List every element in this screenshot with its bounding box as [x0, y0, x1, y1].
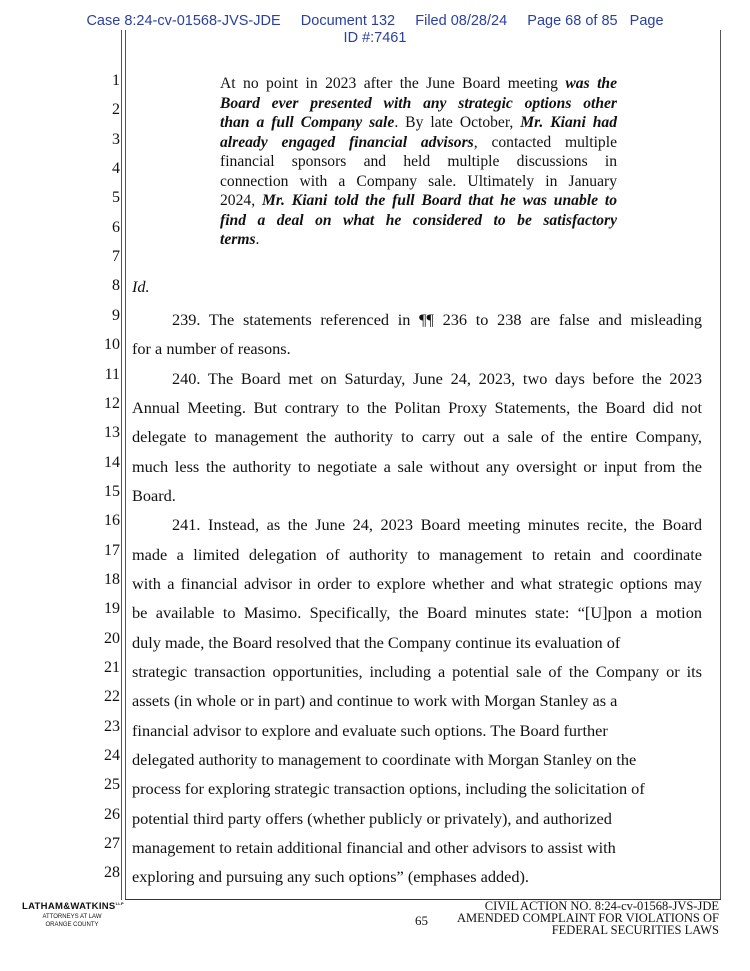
line-number: 2	[112, 101, 120, 119]
line-number: 1	[112, 72, 120, 89]
quote-line	[220, 153, 617, 171]
body-line: be available to Masimo. Specifically, the Board minutes state: “[U]pon a motion	[132, 603, 702, 623]
emphasis-text: find a deal on what he considered to be satisfactory	[220, 211, 617, 229]
line-number: 18	[104, 570, 120, 588]
body-line: made a limited delegation of authority to management to retain and coordinate	[132, 544, 702, 564]
body-line: management to retain additional financial and other advisors to assist with	[132, 838, 616, 858]
quote-text: financial sponsors and held multiple discussions in	[220, 153, 617, 170]
line-number: 8	[112, 277, 120, 295]
emphasis-text: Mr. Kiani had	[520, 114, 618, 131]
quote-text: , contacted multiple	[473, 133, 617, 151]
line-number: 10	[104, 336, 120, 354]
line-number: 14	[104, 453, 120, 471]
quote-text: connection with a Company sale. Ultimately in January	[220, 172, 617, 190]
body-line: 240. The Board met on Saturday, June 24, 2023, two days before the 2023	[172, 368, 702, 388]
line-number: 24	[104, 747, 120, 765]
quote-line	[220, 95, 617, 113]
emphasis-text: was the	[565, 75, 618, 92]
line-number: 5	[112, 189, 120, 207]
body-line: 239. The statements referenced in ¶¶ 236 to 238 are false and misleading	[172, 309, 702, 329]
line-number: 13	[104, 424, 120, 442]
line-number: 15	[104, 482, 120, 500]
quote-line	[220, 212, 617, 230]
line-number: 20	[104, 629, 120, 647]
firm-sub2: ORANGE COUNTY	[45, 922, 99, 929]
caption-line3: FEDERAL SECURITIES LAWS	[551, 923, 719, 937]
left-margin-rule-inner	[125, 30, 126, 900]
body-line: Annual Meeting. But contrary to the Politan Proxy Statements, the Board did not	[132, 397, 702, 417]
line-number: 3	[112, 130, 120, 148]
emphasis-text: Board ever presented with any strategic options other	[220, 94, 617, 112]
emphasis-text: Mr. Kiani told the full Board that he was unable to	[261, 192, 617, 209]
quote-line	[220, 114, 617, 132]
quote-line	[220, 231, 617, 249]
line-number: 4	[112, 160, 120, 178]
caption-line1: CIVIL ACTION NO. 8:24-cv-01568-JVS-JDE	[484, 899, 719, 913]
quote-line	[220, 173, 617, 191]
caption	[457, 900, 719, 936]
quote-line	[220, 192, 617, 210]
emphasis-text: terms	[220, 231, 256, 248]
line-number: 11	[104, 365, 120, 383]
firm-suffix: LLP	[115, 901, 125, 906]
body-line: process for exploring strategic transaction options, including the solicitation of	[132, 779, 645, 799]
citation-id: Id.	[132, 277, 150, 296]
case-header-line2: ID #:7461	[343, 30, 407, 46]
quote-text: . By late October,	[394, 114, 521, 131]
body-line: delegate to management the authority to carry out a sale of the entire Company,	[132, 427, 702, 447]
body-line: duly made, the Board resolved that the Company continue its evaluation of	[132, 632, 621, 652]
body-line: delegated authority to management to coordinate with Morgan Stanley on the	[132, 750, 637, 770]
emphasis-text: already engaged financial advisors	[220, 133, 474, 151]
line-number: 7	[112, 248, 120, 266]
line-number: 16	[104, 512, 120, 530]
body-line: Board.	[132, 485, 176, 505]
body-line: potential third party offers (whether publicly or privately), and authorized	[132, 808, 612, 828]
line-number: 6	[112, 218, 120, 236]
firm-name: LATHAM&WATKINS	[22, 901, 116, 913]
body-line: assets (in whole or in part) and continue to work with Morgan Stanley as a	[132, 691, 618, 711]
line-number: 19	[104, 600, 120, 618]
left-margin-rule	[121, 30, 122, 900]
body-line: with a financial advisor in order to explore whether and what strategic options may	[132, 573, 702, 593]
line-number: 26	[104, 805, 120, 823]
line-number: 23	[104, 717, 120, 735]
firm-sub1: ATTORNEYS AT LAW	[42, 914, 102, 921]
line-number: 22	[104, 688, 120, 706]
quote-text: .	[255, 231, 260, 248]
body-line: strategic transaction opportunities, including a potential sale of the Company or its	[132, 662, 702, 681]
line-number: 25	[104, 776, 120, 794]
line-number: 9	[112, 306, 120, 324]
quote-line	[220, 134, 617, 152]
case-header-line1: Case 8:24-cv-01568-JVS-JDE Document 132 Filed 08/28/24 Page 68 of 85 Page	[86, 13, 664, 29]
body-line: for a number of reasons.	[132, 339, 291, 359]
line-number: 28	[104, 864, 120, 882]
line-number: 21	[104, 659, 120, 676]
caption-line2: AMENDED COMPLAINT FOR VIOLATIONS OF	[456, 911, 719, 925]
emphasis-text: than a full Company sale	[220, 114, 395, 131]
page-number: 65	[415, 913, 428, 928]
right-margin-rule	[720, 30, 721, 900]
line-number: 12	[104, 394, 120, 412]
body-line: financial advisor to explore and evaluate such options. The Board further	[132, 720, 608, 740]
line-number: 17	[104, 541, 120, 559]
body-line: much less the authority to negotiate a sale without any oversight or input from the	[132, 456, 702, 476]
body-line: 241. Instead, as the June 24, 2023 Board meeting minutes recite, the Board	[172, 515, 702, 535]
quote-line	[220, 75, 617, 93]
line-number: 27	[104, 835, 120, 853]
quote-text: At no point in 2023 after the June Board meeting	[220, 75, 566, 92]
firm-logo	[22, 901, 125, 929]
quote-text: 2024,	[220, 192, 262, 209]
body-line: exploring and pursuing any such options” (emphases added).	[132, 867, 529, 887]
